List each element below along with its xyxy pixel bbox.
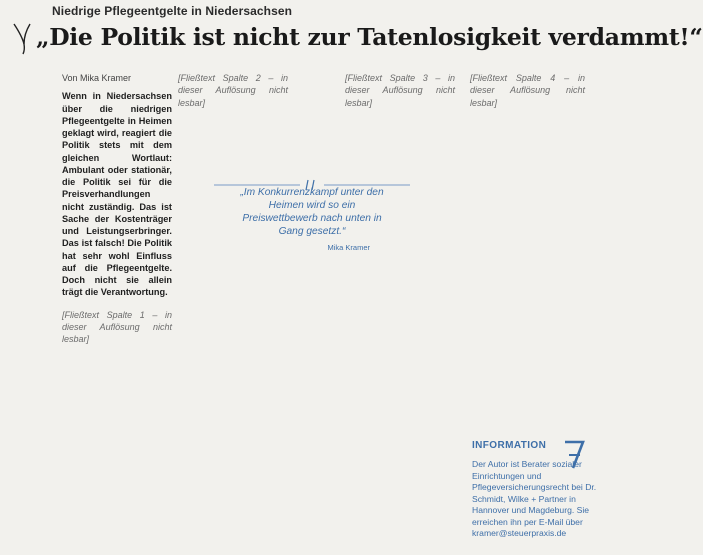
article-kicker: Niedrige Pflegeentgelte in Niedersachsen	[52, 4, 293, 18]
pull-quote	[234, 186, 390, 252]
info-box	[472, 440, 600, 548]
quote-mark-icon	[12, 22, 34, 56]
byline: Von Mika Kramer	[62, 73, 132, 83]
pull-quote-author: Mika Kramer	[327, 243, 370, 252]
text-column-2	[178, 72, 288, 109]
info-box-text: Der Autor ist Berater sozialer Einrichtungen und Pflegeversicherungsrecht bei Dr. Schmidt, Wilke + Partner in Hannover und Magdeburg. Sie erreichen ihn per E-Mail über kramer@steuerpraxis.de	[472, 459, 597, 538]
pull-quote-text: „Im Konkurrenzkampf unter den Heimen wird so ein Preiswettbewerb nach unten in Gang gesetzt.“	[240, 187, 384, 237]
body-text-placeholder: [Fließtext Spalte 4 – in dieser Auflösung nicht lesbar]	[470, 73, 585, 108]
text-column-3	[345, 72, 455, 109]
lead-paragraph: Wenn in Niedersachsen über die niedrigen Pflegeentgelte in Heimen geklagt wird, reagiert die Politik stets mit dem gleichen Wortlaut: Ambulant oder stationär, die Politik sei für die Preisverhandlungen nicht zuständig. Das ist Sache der Kostenträger und Leistungserbringer. Das ist falsch! Die Politik hat sehr wohl Einfluss auf die Pflegeentgelte. Doch nicht sie allein trägt die Verantwortung.	[62, 91, 172, 298]
text-column-4	[470, 72, 585, 109]
body-text-placeholder: [Fließtext Spalte 1 – in dieser Auflösung nicht lesbar]	[62, 309, 172, 344]
body-text-placeholder: [Fließtext Spalte 2 – in dieser Auflösung nicht lesbar]	[178, 73, 288, 108]
seven-logo-icon	[562, 438, 586, 470]
article-headline: „Die Politik ist nicht zur Tatenlosigkeit verdammt!“	[36, 23, 703, 51]
text-column-1	[62, 72, 172, 345]
info-box-title: INFORMATION	[472, 440, 547, 451]
body-text-placeholder: [Fließtext Spalte 3 – in dieser Auflösung nicht lesbar]	[345, 73, 455, 108]
